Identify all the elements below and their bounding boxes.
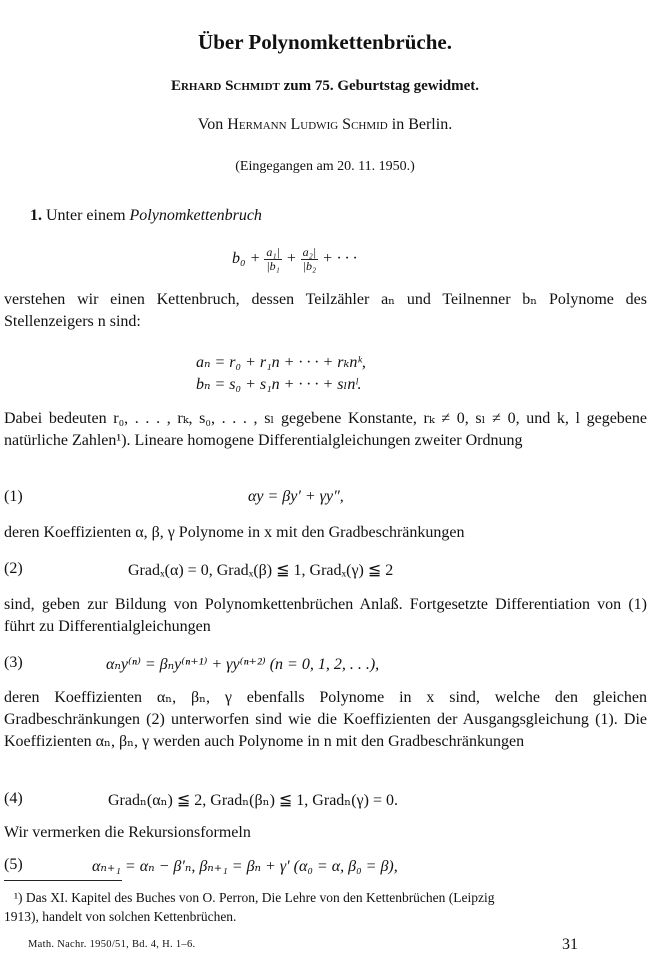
journal-reference: Math. Nachr. 1950/51, Bd. 4, H. 1–6. bbox=[28, 939, 196, 950]
footnote-line-2: 1913), handelt von solchen Kettenbrüchen. bbox=[4, 909, 237, 924]
intro-text: Unter einem bbox=[46, 207, 126, 224]
author-location: in Berlin. bbox=[391, 116, 453, 133]
equation-bn: bₙ = s₀ + s₁n + · · · + sₗnˡ. bbox=[196, 376, 362, 393]
paragraph-5: deren Koeffizienten αₙ, βₙ, γ ebenfalls Polynome in x sind, welche den gleichen Gradbeschränkungen (2) unterworfen sind wie die Koeffizienten der Ausgangsgleichung (1). Die Koeffizienten αₙ, βₙ, γ werden auch Polynome in n mit den Gradbeschränkungen bbox=[4, 689, 647, 750]
paragraph-4: sind, geben zur Bildung von Polynomkettenbrüchen Anlaß. Fortgesetzte Differentiation von (1) führt zu Differentialgleichungen bbox=[4, 596, 647, 635]
cf-lead: b₀ + bbox=[232, 250, 265, 268]
equation-3-number: (3) bbox=[4, 654, 23, 671]
footnote-rule bbox=[4, 880, 122, 881]
footnote-line-1: ¹) Das XI. Kapitel des Buches von O. Perron, Die Lehre von den Kettenbrüchen (Leipzig bbox=[14, 890, 495, 905]
equation-3: αₙy⁽ⁿ⁾ = βₙy⁽ⁿ⁺¹⁾ + γy⁽ⁿ⁺²⁾ (n = 0, 1, 2, . . .), bbox=[106, 656, 380, 673]
author-line bbox=[0, 116, 650, 134]
equation-1-number: (1) bbox=[4, 488, 23, 505]
section-number: 1. bbox=[30, 207, 42, 224]
equation-4: Gradₙ(αₙ) ≦ 2, Gradₙ(βₙ) ≦ 1, Gradₙ(γ) = 0. bbox=[108, 792, 398, 809]
dedication-text: zum 75. Geburtstag gewidmet. bbox=[283, 78, 479, 94]
cf-term-2: $\frac{\text{a₂|}}{\text{|b₂}}$ bbox=[302, 245, 317, 273]
paragraph-2: Dabei bedeuten r₀, . . . , rₖ, s₀, . . . , sₗ gegebene Konstante, rₖ ≠ 0, sₗ ≠ 0, und k, l gegebene natürliche Zahlen¹). Lineare homogene Differentialgleichungen zweiter Ordnung bbox=[4, 410, 647, 449]
continued-fraction: b₀ + $\frac{\text{a₁|}}{\text{|b₁}}$ + $\frac{\text{a₂|}}{\text{|b₂}}$ + · · · bbox=[232, 245, 357, 273]
equation-2: Gradₓ(α) = 0, Gradₓ(β) ≦ 1, Gradₓ(γ) ≦ 2 bbox=[128, 562, 394, 579]
author-name: Hermann Ludwig Schmid bbox=[227, 116, 388, 133]
paragraph-6: Wir vermerken die Rekursionsformeln bbox=[4, 824, 251, 841]
paragraph-1: verstehen wir einen Kettenbruch, dessen Teilzähler aₙ und Teilnenner bₙ Polynome des Stellenzeigers n sind: bbox=[4, 291, 647, 330]
equation-1: αy = βy′ + γy″, bbox=[248, 488, 344, 505]
intro-term: Polynomkettenbruch bbox=[129, 207, 262, 224]
paragraph-3: deren Koeffizienten α, β, γ Polynome in x mit den Gradbeschränkungen bbox=[4, 524, 465, 541]
equation-5: αₙ₊₁ = αₙ − β′ₙ, βₙ₊₁ = βₙ + γ′ (α₀ = α, β₀ = β), bbox=[92, 858, 398, 875]
received-date: (Eingegangen am 20. 11. 1950.) bbox=[235, 159, 415, 174]
dedication-name: Erhard Schmidt bbox=[170, 78, 280, 94]
cf-term-1: $\frac{\text{a₁|}}{\text{|b₁}}$ bbox=[266, 245, 280, 273]
section-intro bbox=[30, 207, 262, 225]
paper-title: Über Polynomkettenbrüche. bbox=[198, 30, 452, 54]
equation-2-number: (2) bbox=[4, 560, 23, 577]
equation-4-number: (4) bbox=[4, 790, 23, 807]
author-prefix: Von bbox=[197, 116, 224, 133]
dedication bbox=[0, 78, 650, 95]
equation-an: aₙ = r₀ + r₁n + · · · + rₖnᵏ, bbox=[196, 354, 366, 371]
page-number: 31 bbox=[562, 936, 578, 953]
equation-5-number: (5) bbox=[4, 856, 23, 873]
